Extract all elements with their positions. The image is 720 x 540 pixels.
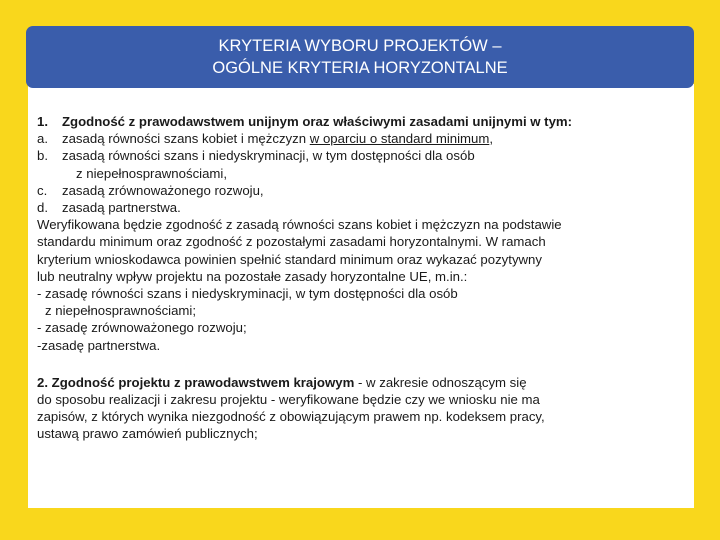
paragraph-line: zapisów, z których wynika niezgodność z obowiązującym prawem np. kodeksem pracy, (37, 409, 545, 425)
list-text: zasadą partnerstwa. (62, 200, 181, 216)
paragraph-line: ustawą prawo zamówień publicznych; (37, 426, 258, 442)
list-text-part: , (489, 131, 493, 147)
paragraph-line: lub neutralny wpływ projektu na pozostałe zasady horyzontalne UE, m.in.: (37, 268, 468, 284)
section-2-first-line (37, 374, 687, 391)
paragraph-line: kryterium wnioskodawca powinien spełnić standard minimum oraz wykazać pozytywny (37, 251, 542, 267)
list-label: a. (37, 131, 48, 147)
paragraph-line: do sposobu realizacji i zakresu projektu - weryfikowane będzie czy we wniosku nie ma (37, 392, 540, 408)
section-2-text: - w zakresie odnoszącym się (354, 374, 527, 390)
title-line-1: KRYTERIA WYBORU PROJEKTÓW – (218, 37, 502, 55)
paragraph-line: - zasadę zrównoważonego rozwoju; (37, 320, 247, 336)
paragraph-line: Weryfikowana będzie zgodność z zasadą równości szans kobiet i mężczyzn na podstawie (37, 217, 562, 233)
paragraph-line: -zasadę partnerstwa. (37, 337, 161, 353)
title-line-2: OGÓLNE KRYTERIA HORYZONTALNE (212, 59, 508, 77)
list-item-d (37, 199, 687, 216)
section-1-heading (37, 113, 687, 130)
title-banner (26, 26, 694, 88)
list-label: b. (37, 148, 48, 164)
paragraph-line-indented: z niepełnosprawnościami; (45, 303, 196, 319)
list-text: zasadą równości szans i niedyskryminacji, w tym dostępności dla osób (62, 148, 475, 164)
section-1-number: 1. (37, 114, 48, 129)
list-item-c (37, 182, 687, 199)
underlined-text: w oparciu o standard minimum (309, 131, 490, 147)
list-text (62, 130, 493, 147)
paragraph-line: standardu minimum oraz zgodność z pozostałymi zasadami horyzontalnymi. W ramach (37, 234, 546, 250)
section-2-heading: 2. Zgodność projektu z prawodawstwem krajowym (37, 374, 355, 390)
list-text-part: zasadą równości szans kobiet i mężczyzn (62, 131, 310, 147)
list-item-a (37, 130, 687, 147)
list-text: zasadą zrównoważonego rozwoju, (62, 182, 264, 198)
list-label: c. (37, 182, 48, 198)
slide-content (37, 113, 687, 443)
paragraph-line: - zasadę równości szans i niedyskryminacji, w tym dostępności dla osób (37, 286, 458, 302)
list-label: d. (37, 200, 48, 216)
section-1-title: Zgodność z prawodawstwem unijnym oraz właściwymi zasadami unijnymi w tym: (62, 114, 573, 129)
section-gap (37, 354, 687, 374)
list-item-b-continuation: z niepełnosprawnościami, (76, 165, 227, 181)
list-item-b (37, 147, 687, 164)
